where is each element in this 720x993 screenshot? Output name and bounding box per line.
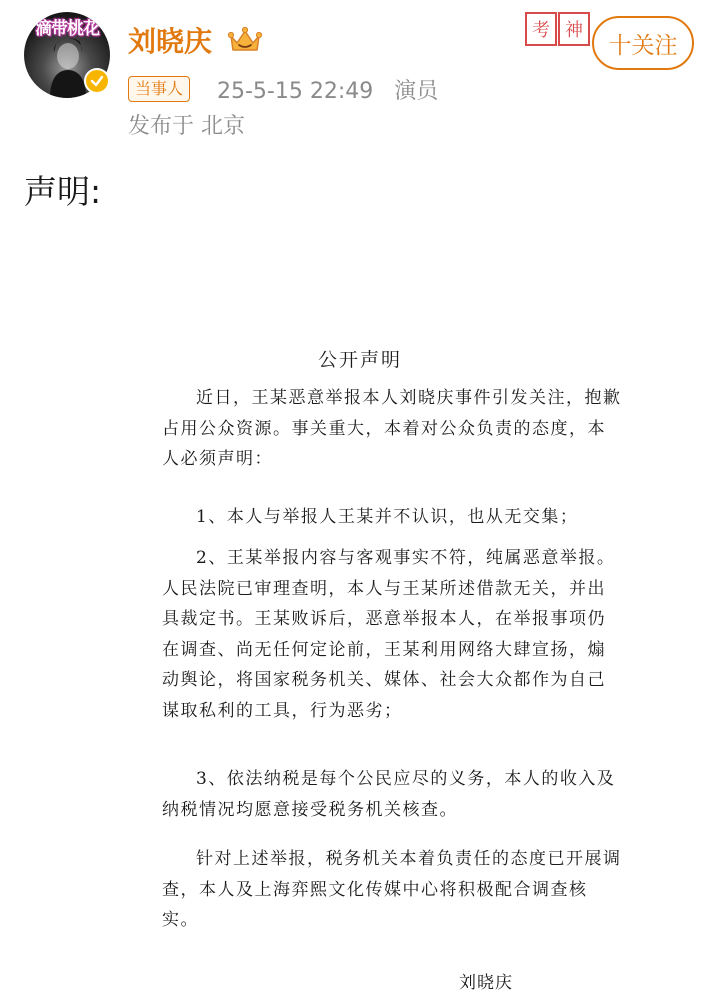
crown-icon: [226, 26, 264, 54]
role-tag: 当事人: [128, 76, 190, 102]
document-heading: 公开声明: [317, 349, 402, 371]
document-point-3: 3、依法纳税是每个公民应尽的义务，本人的收入及纳税情况均愿意接受税务机关核查。: [162, 769, 616, 820]
document-point-2: 2、王某举报内容与客观事实不符，纯属恶意举报。人民法院已审理查明，本人与王某所述借款无关，并出具裁定书。王某败诉后，恶意举报本人，在举报事项仍在调查、尚无任何定论前，王某利用网络大肆宣扬，煽动舆论，将国家税务机关、媒体、社会大众都作为自己谋取私利的工具，行为恶劣；: [162, 548, 616, 721]
document-signature: 刘晓庆: [459, 973, 513, 993]
document-closing: 针对上述举报，税务机关本着负责任的态度已开展调查，本人及上海弈熙文化传媒中心将积极配合调查核实。: [162, 849, 622, 930]
statement-document[interactable]: [0, 230, 720, 993]
post-title: 声明:: [24, 172, 102, 211]
document-intro: 近日，王某恶意举报本人刘晓庆事件引发关注，抱歉占用公众资源。事关重大，本着对公众负责的态度，本人必须声明：: [162, 388, 622, 469]
avatar-sticker-text: 滴带桃花: [35, 19, 99, 39]
post-location: 发布于 北京: [128, 114, 245, 139]
post-role[interactable]: 演员: [394, 79, 439, 104]
follow-button[interactable]: 十关注: [592, 16, 694, 70]
checkmark-icon: [90, 74, 104, 88]
stamp-icon-2: 神: [558, 12, 590, 46]
avatar[interactable]: [24, 12, 110, 98]
document-point-1: 1、本人与举报人王某并不认识，也从无交集；: [196, 507, 579, 527]
verified-badge: [84, 68, 110, 94]
post-meta: [217, 74, 438, 105]
stamp-icon-1: 考: [525, 12, 557, 46]
username[interactable]: 刘晓庆: [128, 25, 213, 58]
post-timestamp: 25-5-15 22:49: [217, 79, 374, 104]
